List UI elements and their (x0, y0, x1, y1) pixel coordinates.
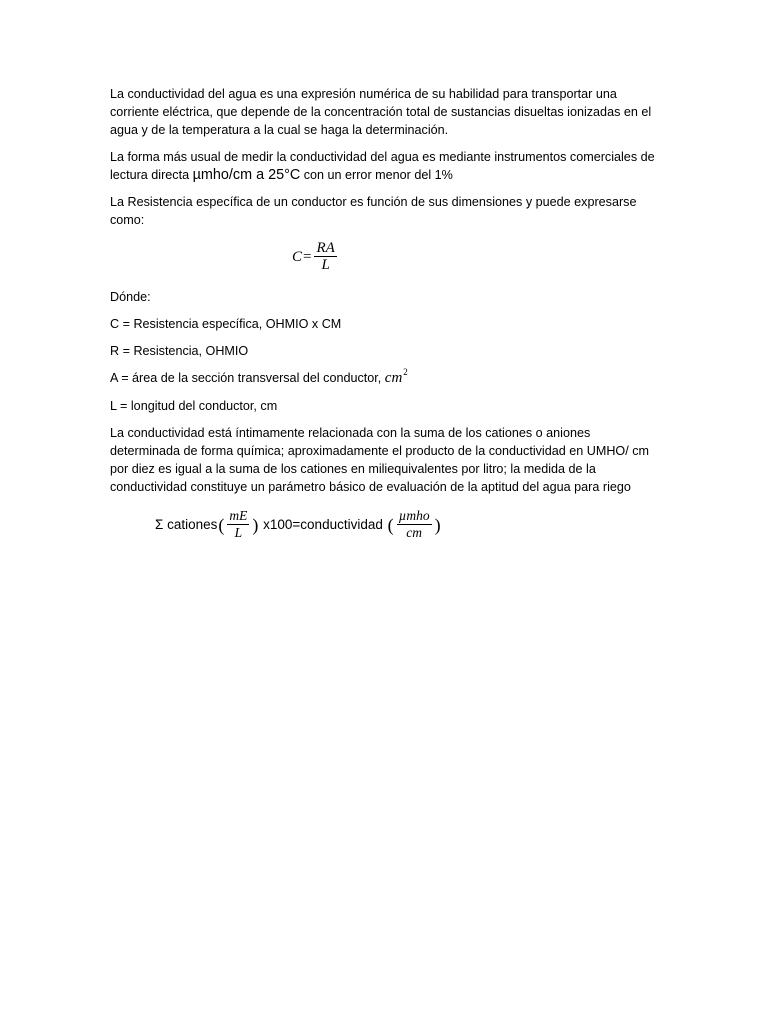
formula-lhs: C (292, 248, 303, 265)
conductivity-fraction (397, 508, 432, 541)
open-paren-2: ( (387, 514, 394, 535)
definition-r: R = Resistencia, OHMIO (110, 344, 249, 358)
definition-c: C = Resistencia específica, OHMIO x CM (110, 317, 342, 331)
formula-equals: = (303, 248, 312, 265)
cations-denominator: L (234, 525, 243, 540)
paragraph-measurement (110, 148, 658, 184)
definition-a-exponent: 2 (403, 367, 408, 377)
definition-a-text: A = área de la sección transversal del conductor, (110, 371, 385, 385)
measurement-unit: µmho/cm a 25°C (192, 167, 301, 183)
formula-numerator: RA (316, 240, 335, 256)
definition-a-unit: cm (384, 370, 403, 386)
definition-a (110, 369, 658, 388)
formula-denominator: L (321, 257, 330, 273)
cations-fraction (227, 508, 249, 541)
document-page (110, 85, 658, 552)
paragraph-resistance: La Resistencia específica de un conductor es función de sus dimensiones y puede expresarse como: (110, 195, 637, 227)
cations-equation (155, 508, 442, 541)
conductivity-denominator: cm (406, 525, 422, 540)
cations-middle: x100=conductividad (259, 516, 387, 532)
open-paren: ( (218, 514, 225, 535)
resistance-formula (110, 238, 658, 278)
definition-l: L = longitud del conductor, cm (110, 399, 278, 413)
cations-formula (110, 508, 658, 552)
paragraph-intro: La conductividad del agua es una expresión numérica de su habilidad para transportar una corriente eléctrica, que depende de la concentración total de sustancias disueltas ionizadas en el agua y de la temperatura a la cual se haga la determinación. (110, 87, 652, 137)
cations-numerator: mE (229, 508, 248, 523)
close-paren: ) (252, 514, 259, 535)
where-label: Dónde: (110, 290, 151, 304)
paragraph-conductivity: La conductividad está íntimamente relacionada con la suma de los cationes o aniones determinada de forma química; aproximadamente el producto de la conductividad en UMHO/ cm por diez es igual a la suma de los cationes en miliequivalentes por litro; la medida de la conductividad constituye un parámetro básico de evaluación de la aptitud del agua para riego (110, 426, 650, 494)
paragraph-measurement-start: La forma más usual de medir la conductividad del agua es mediante instrumentos comerciales de lectura directa (110, 150, 655, 182)
conductivity-numerator: µmho (398, 508, 430, 523)
cations-prefix: Σ cationes (155, 516, 218, 532)
formula-fraction (314, 240, 336, 273)
paragraph-measurement-end: con un error menor del 1% (300, 168, 453, 182)
resistance-equation (292, 240, 339, 273)
close-paren-2: ) (434, 514, 441, 535)
